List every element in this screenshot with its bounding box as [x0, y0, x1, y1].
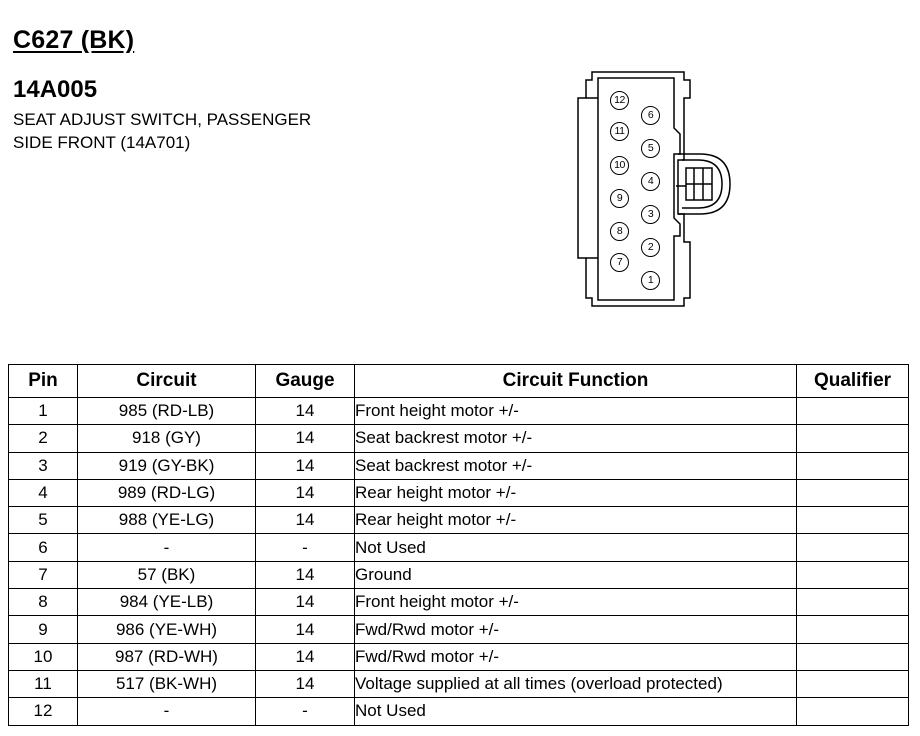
qualifier-cell [797, 589, 909, 616]
circuit-cell: 989 (RD-LG) [78, 479, 256, 506]
qualifier-cell [797, 452, 909, 479]
function-cell: Seat backrest motor +/- [355, 452, 797, 479]
circuit-cell: 918 (GY) [78, 425, 256, 452]
qualifier-cell [797, 698, 909, 725]
pin-7-callout: 7 [610, 253, 629, 272]
qualifier-cell [797, 643, 909, 670]
table-row [9, 398, 909, 425]
pin-12-callout: 12 [610, 91, 629, 110]
table-row [9, 425, 909, 452]
circuit-cell: 57 (BK) [78, 561, 256, 588]
qualifier-cell [797, 479, 909, 506]
table-header-row [9, 365, 909, 398]
function-cell: Not Used [355, 698, 797, 725]
pin-8-callout: 8 [610, 222, 629, 241]
circuit-cell: 987 (RD-WH) [78, 643, 256, 670]
table-row [9, 643, 909, 670]
pin-cell: 10 [9, 643, 78, 670]
pin-5-callout: 5 [641, 139, 660, 158]
table-row [9, 534, 909, 561]
function-cell: Rear height motor +/- [355, 479, 797, 506]
table-row [9, 698, 909, 725]
table-row [9, 670, 909, 697]
function-cell: Fwd/Rwd motor +/- [355, 616, 797, 643]
gauge-cell: 14 [256, 425, 355, 452]
pinout-table [8, 364, 909, 726]
function-cell: Voltage supplied at all times (overload protected) [355, 670, 797, 697]
pin-cell: 11 [9, 670, 78, 697]
function-cell: Rear height motor +/- [355, 507, 797, 534]
circuit-cell: 985 (RD-LB) [78, 398, 256, 425]
table-row [9, 616, 909, 643]
pin-cell: 12 [9, 698, 78, 725]
gauge-cell: 14 [256, 616, 355, 643]
pin-cell: 7 [9, 561, 78, 588]
pin-cell: 9 [9, 616, 78, 643]
function-cell: Seat backrest motor +/- [355, 425, 797, 452]
pin-cell: 4 [9, 479, 78, 506]
circuit-cell: - [78, 534, 256, 561]
header-circuit: Circuit [78, 365, 256, 398]
connector-description [13, 108, 311, 154]
qualifier-cell [797, 534, 909, 561]
circuit-cell: 988 (YE-LG) [78, 507, 256, 534]
function-cell: Fwd/Rwd motor +/- [355, 643, 797, 670]
gauge-cell: - [256, 534, 355, 561]
part-number: 14A005 [13, 76, 98, 103]
table-row [9, 507, 909, 534]
pin-cell: 6 [9, 534, 78, 561]
gauge-cell: 14 [256, 643, 355, 670]
qualifier-cell [797, 561, 909, 588]
pin-9-callout: 9 [610, 189, 629, 208]
qualifier-cell [797, 398, 909, 425]
circuit-cell: 517 (BK-WH) [78, 670, 256, 697]
table-row [9, 479, 909, 506]
qualifier-cell [797, 670, 909, 697]
pin-4-callout: 4 [641, 172, 660, 191]
qualifier-cell [797, 425, 909, 452]
pin-1-callout: 1 [641, 271, 660, 290]
circuit-cell: 919 (GY-BK) [78, 452, 256, 479]
gauge-cell: 14 [256, 507, 355, 534]
gauge-cell: 14 [256, 589, 355, 616]
function-cell: Front height motor +/- [355, 589, 797, 616]
pin-2-callout: 2 [641, 238, 660, 257]
qualifier-cell [797, 507, 909, 534]
header-circuit-function: Circuit Function [355, 365, 797, 398]
pin-cell: 1 [9, 398, 78, 425]
table-row [9, 589, 909, 616]
pin-11-callout: 11 [610, 122, 629, 141]
pin-10-callout: 10 [610, 156, 629, 175]
gauge-cell: - [256, 698, 355, 725]
gauge-cell: 14 [256, 398, 355, 425]
gauge-cell: 14 [256, 670, 355, 697]
function-cell: Ground [355, 561, 797, 588]
function-cell: Front height motor +/- [355, 398, 797, 425]
connector-id: C627 (BK) [13, 26, 135, 54]
pin-cell: 3 [9, 452, 78, 479]
gauge-cell: 14 [256, 452, 355, 479]
pin-cell: 5 [9, 507, 78, 534]
pin-6-callout: 6 [641, 106, 660, 125]
pin-cell: 8 [9, 589, 78, 616]
table-row [9, 452, 909, 479]
description-line-2: SIDE FRONT (14A701) [13, 133, 191, 152]
function-cell: Not Used [355, 534, 797, 561]
gauge-cell: 14 [256, 479, 355, 506]
circuit-cell: 984 (YE-LB) [78, 589, 256, 616]
pin-3-callout: 3 [641, 205, 660, 224]
header-pin: Pin [9, 365, 78, 398]
circuit-cell: 986 (YE-WH) [78, 616, 256, 643]
qualifier-cell [797, 616, 909, 643]
description-line-1: SEAT ADJUST SWITCH, PASSENGER [13, 110, 312, 129]
header-gauge: Gauge [256, 365, 355, 398]
gauge-cell: 14 [256, 561, 355, 588]
header-qualifier: Qualifier [797, 365, 909, 398]
table-row [9, 561, 909, 588]
pin-cell: 2 [9, 425, 78, 452]
circuit-cell: - [78, 698, 256, 725]
